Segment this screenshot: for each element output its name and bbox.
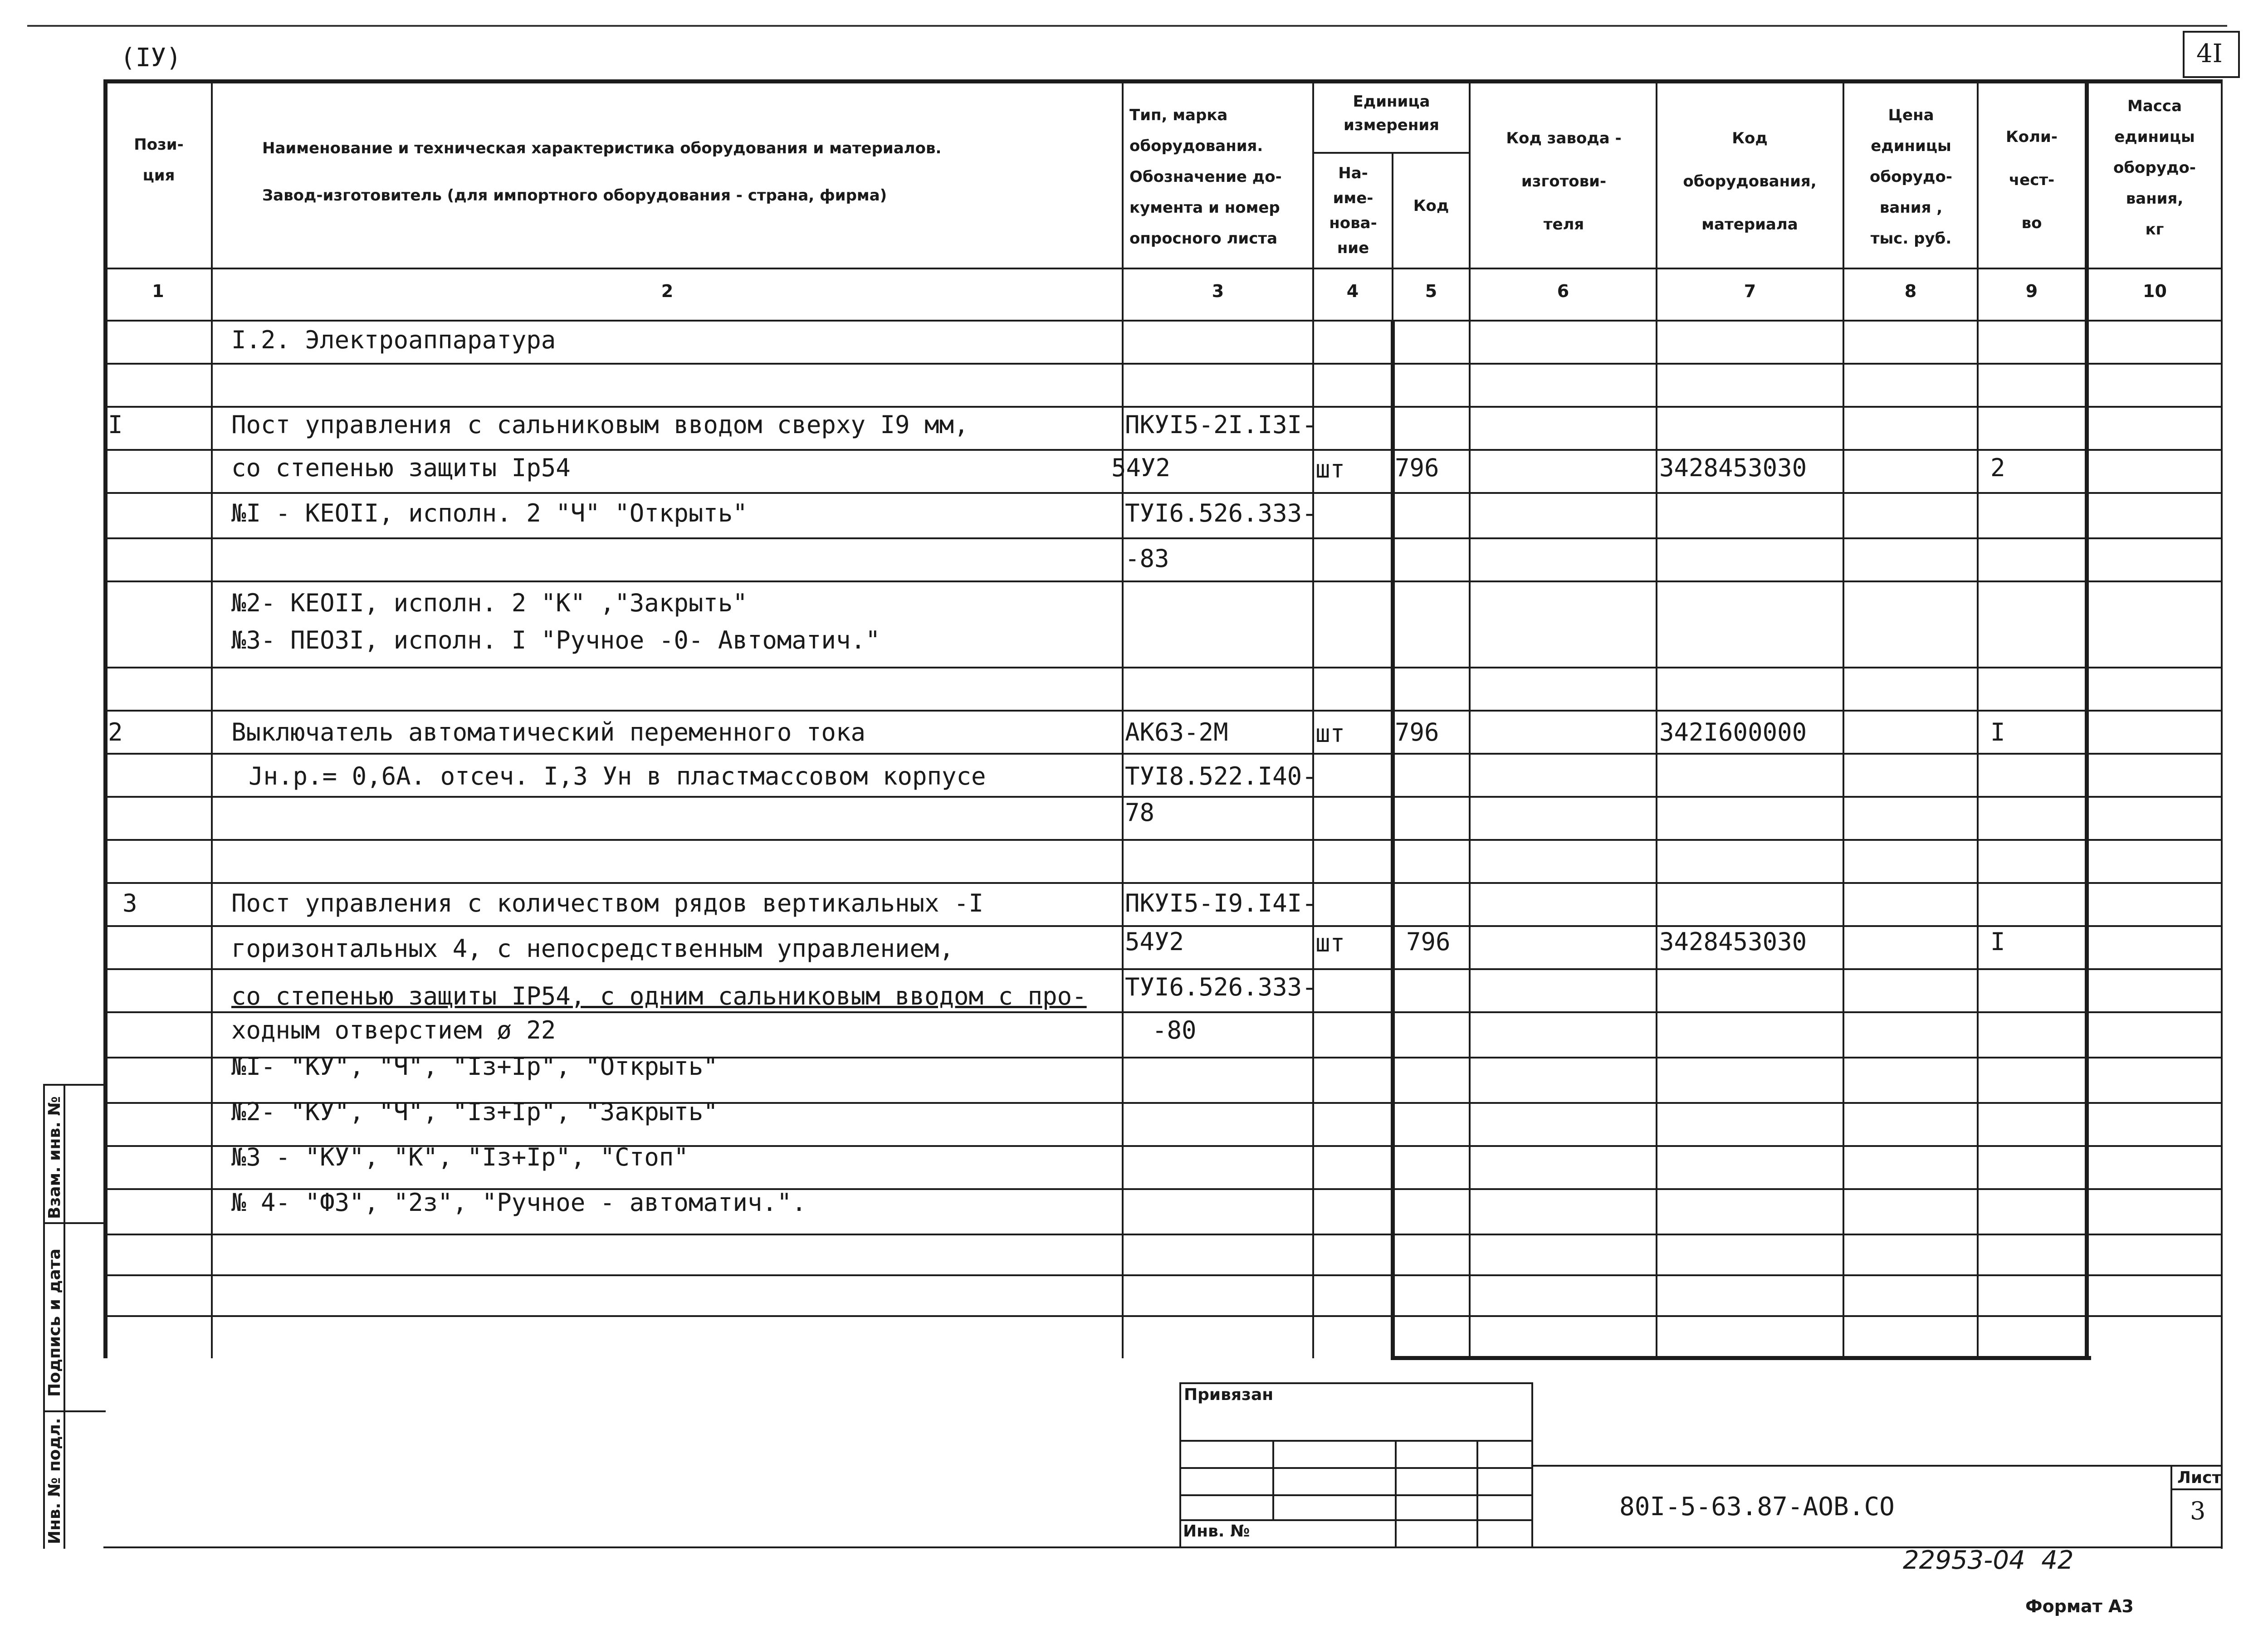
item-equipment-code: 342I600000	[1659, 718, 1807, 746]
header-bottom-line	[103, 268, 2223, 269]
item-type-line: 54У2	[1111, 454, 1171, 482]
item-name-line: ходным отверстием ø 22	[231, 1016, 556, 1044]
item-type-line: 78	[1125, 798, 1155, 827]
item-type-line: ТУI6.526.333-	[1125, 499, 1317, 527]
tb-line	[1179, 1519, 1533, 1521]
col-border	[1469, 79, 1471, 1358]
tb-line	[2170, 1488, 2223, 1490]
item-quantity: 2	[1990, 454, 2005, 482]
header-unit-name: На- име- нова- ние	[1329, 164, 1377, 257]
col-number: 9	[2025, 281, 2038, 301]
tb-line	[1179, 1382, 1533, 1384]
col-border	[1312, 79, 1314, 1358]
col-number: 1	[152, 281, 164, 301]
tb-privyazan-label: Привязан	[1184, 1385, 1274, 1404]
tb-line	[1179, 1382, 1181, 1546]
header-position: Пози- ция	[134, 136, 184, 185]
tb-line	[1395, 1440, 1397, 1546]
col-border-thick	[2085, 79, 2089, 1360]
item-type-line: ТУI8.522.I40-	[1125, 762, 1317, 790]
row-line	[103, 492, 2223, 494]
item-position: 3	[122, 889, 137, 917]
col-number: 10	[2143, 281, 2167, 301]
header-mass: Масса единицы оборудо- вания, кг	[2113, 97, 2196, 239]
item-name-line: №3- ПЕОЗI, исполн. I "Ручное -0- Автоматич."	[231, 626, 880, 654]
corner-sheet-number: 4I	[2196, 39, 2223, 68]
item-name-line: горизонтальных 4, с непосредственным управлением,	[231, 934, 954, 963]
col-border	[1977, 79, 1979, 1358]
col-border	[1843, 79, 1844, 1358]
item-name-line: Jн.р.= 0,6А. отсеч. I,3 Ун в пластмассовом корпусе	[249, 762, 986, 790]
tb-sheet-label: Лист	[2177, 1468, 2222, 1487]
item-type-line: АК63-2М	[1125, 718, 1228, 746]
item-unit-code: 796	[1406, 927, 1451, 956]
side-label-original-inventory: Инв. № подл.	[45, 1418, 64, 1544]
paper-format: Формат А3	[2025, 1596, 2134, 1616]
item-name-line: №I - КЕОII, исполн. 2 "Ч" "Открыть"	[231, 499, 748, 527]
item-position: 2	[108, 718, 123, 746]
tb-line	[1179, 1494, 1533, 1496]
col-border-thick	[1391, 320, 1395, 1360]
header-plant-code: Код завода - изготови- теля	[1506, 129, 1622, 234]
item-equipment-code: 3428453030	[1659, 454, 1807, 482]
tb-line	[1531, 1382, 1533, 1546]
col-border	[1122, 79, 1124, 1358]
row-line	[103, 839, 2223, 841]
side-strip-left	[43, 1084, 45, 1549]
item-name-line: №3 - "КУ", "К", "Iз+Ip", "Стоп"	[231, 1143, 689, 1171]
row-line	[103, 1011, 2223, 1013]
item-type-line: -83	[1125, 544, 1169, 573]
tb-inv-label: Инв. №	[1183, 1522, 1250, 1541]
item-name-line: Пост управления с сальниковым вводом сверху I9 мм,	[231, 410, 969, 439]
item-name-line: №2- "КУ", "Ч", "Iз+Ip", "Закрыть"	[231, 1097, 718, 1126]
item-quantity: I	[1990, 927, 2005, 956]
roman-index: (IУ)	[120, 43, 181, 73]
item-equipment-code: 3428453030	[1659, 927, 1807, 956]
colnum-bottom-line	[103, 320, 2223, 322]
row-line	[103, 537, 2223, 539]
item-type-line: -80	[1152, 1016, 1197, 1044]
item-name-line: со степенью защиты IP54, с одним сальниковым вводом с про-	[231, 982, 1087, 1010]
table-top-border	[103, 79, 2223, 83]
header-quantity: Коли- чест- во	[2006, 128, 2058, 232]
header-equipment-code: Код оборудования, материала	[1683, 129, 1817, 234]
item-unit: шт	[1315, 929, 1345, 957]
header-type: Тип, марка оборудования. Обозначение до- кумента и номер опросного листа	[1129, 106, 1282, 248]
tb-line	[2170, 1465, 2172, 1546]
row-line	[103, 406, 2223, 408]
col-border-right	[2221, 79, 2223, 1549]
tb-line	[1531, 1465, 2223, 1467]
item-name-line: №2- КЕОII, исполн. 2 "К" ,"Закрыть"	[231, 589, 748, 617]
item-type-line: ПКУI5-I9.I4I-	[1125, 889, 1317, 917]
tb-line	[1179, 1440, 1533, 1442]
tb-sheet-number: 3	[2190, 1497, 2206, 1525]
item-name-line: со степенью защиты Ip54	[231, 454, 571, 482]
row-line	[103, 968, 2223, 970]
col-number: 5	[1425, 281, 1437, 301]
row-line	[103, 753, 2223, 755]
row-line	[103, 1274, 2223, 1276]
item-unit-code: 796	[1395, 454, 1439, 482]
col-number: 4	[1346, 281, 1359, 301]
row-line	[103, 796, 2223, 798]
row-line	[103, 449, 2223, 451]
item-position: I	[108, 410, 123, 439]
header-unit-group: Единица измерения	[1344, 93, 1439, 134]
item-unit: шт	[1315, 455, 1345, 483]
col-number: 7	[1744, 281, 1756, 301]
side-strip-line	[43, 1084, 106, 1086]
header-name: Наименование и техническая характеристика оборудования и материалов. Завод-изготовитель (для импортного оборудования - страна, фирма)	[262, 139, 942, 205]
side-label-signature-date: Подпись и дата	[45, 1249, 64, 1397]
header-price: Цена единицы оборудо- вания , тыс. руб.	[1870, 106, 1952, 248]
row-line	[103, 363, 2223, 365]
row-line	[103, 667, 2223, 668]
table-body-bottom	[1393, 1356, 2091, 1360]
col-border-left	[103, 79, 108, 1358]
row-line	[103, 580, 2223, 582]
item-type-line: ТУI6.526.333-	[1125, 973, 1317, 1001]
col-number: 3	[1212, 281, 1224, 301]
row-line	[103, 882, 2223, 884]
item-name-line: Выключатель автоматический переменного тока	[231, 718, 865, 746]
tb-line	[1179, 1467, 1533, 1469]
tb-line	[1272, 1440, 1274, 1519]
item-name-line: №I- "КУ", "Ч", "Iз+Ip", "Открыть"	[231, 1052, 718, 1081]
col-number: 2	[661, 281, 674, 301]
tb-line	[1476, 1440, 1478, 1546]
col-number: 8	[1904, 281, 1917, 301]
item-quantity: I	[1990, 718, 2005, 746]
item-name-line: Пост управления с количеством рядов вертикальных -I	[231, 889, 984, 917]
row-line	[103, 925, 2223, 927]
side-strip-line	[43, 1222, 106, 1224]
item-unit: шт	[1315, 719, 1345, 748]
top-rule	[27, 25, 2227, 27]
col-number: 6	[1557, 281, 1569, 301]
section-title: I.2. Электроаппаратура	[231, 326, 556, 354]
item-unit-code: 796	[1395, 718, 1439, 746]
archive-stamp-number: 22953-04 42	[1903, 1546, 2074, 1575]
row-line	[103, 710, 2223, 712]
item-type-line: 54У2	[1125, 927, 1184, 956]
col-border	[1656, 79, 1657, 1358]
unit-subheader-line	[1312, 152, 1469, 154]
item-name-line: № 4- "ФЗ", "2з", "Ручное - автоматич.".	[231, 1188, 807, 1217]
side-strip-line	[43, 1410, 106, 1412]
row-line	[103, 1315, 2223, 1317]
col-border	[211, 79, 213, 1358]
item-type-line: ПКУI5-2I.I3I-	[1125, 410, 1317, 439]
header-unit-code: Код	[1413, 197, 1449, 215]
tb-document-code: 80I-5-63.87-АОВ.СО	[1619, 1492, 1895, 1522]
side-label-replaced-inventory: Взам. инв. №	[45, 1096, 64, 1219]
row-line	[103, 1234, 2223, 1235]
